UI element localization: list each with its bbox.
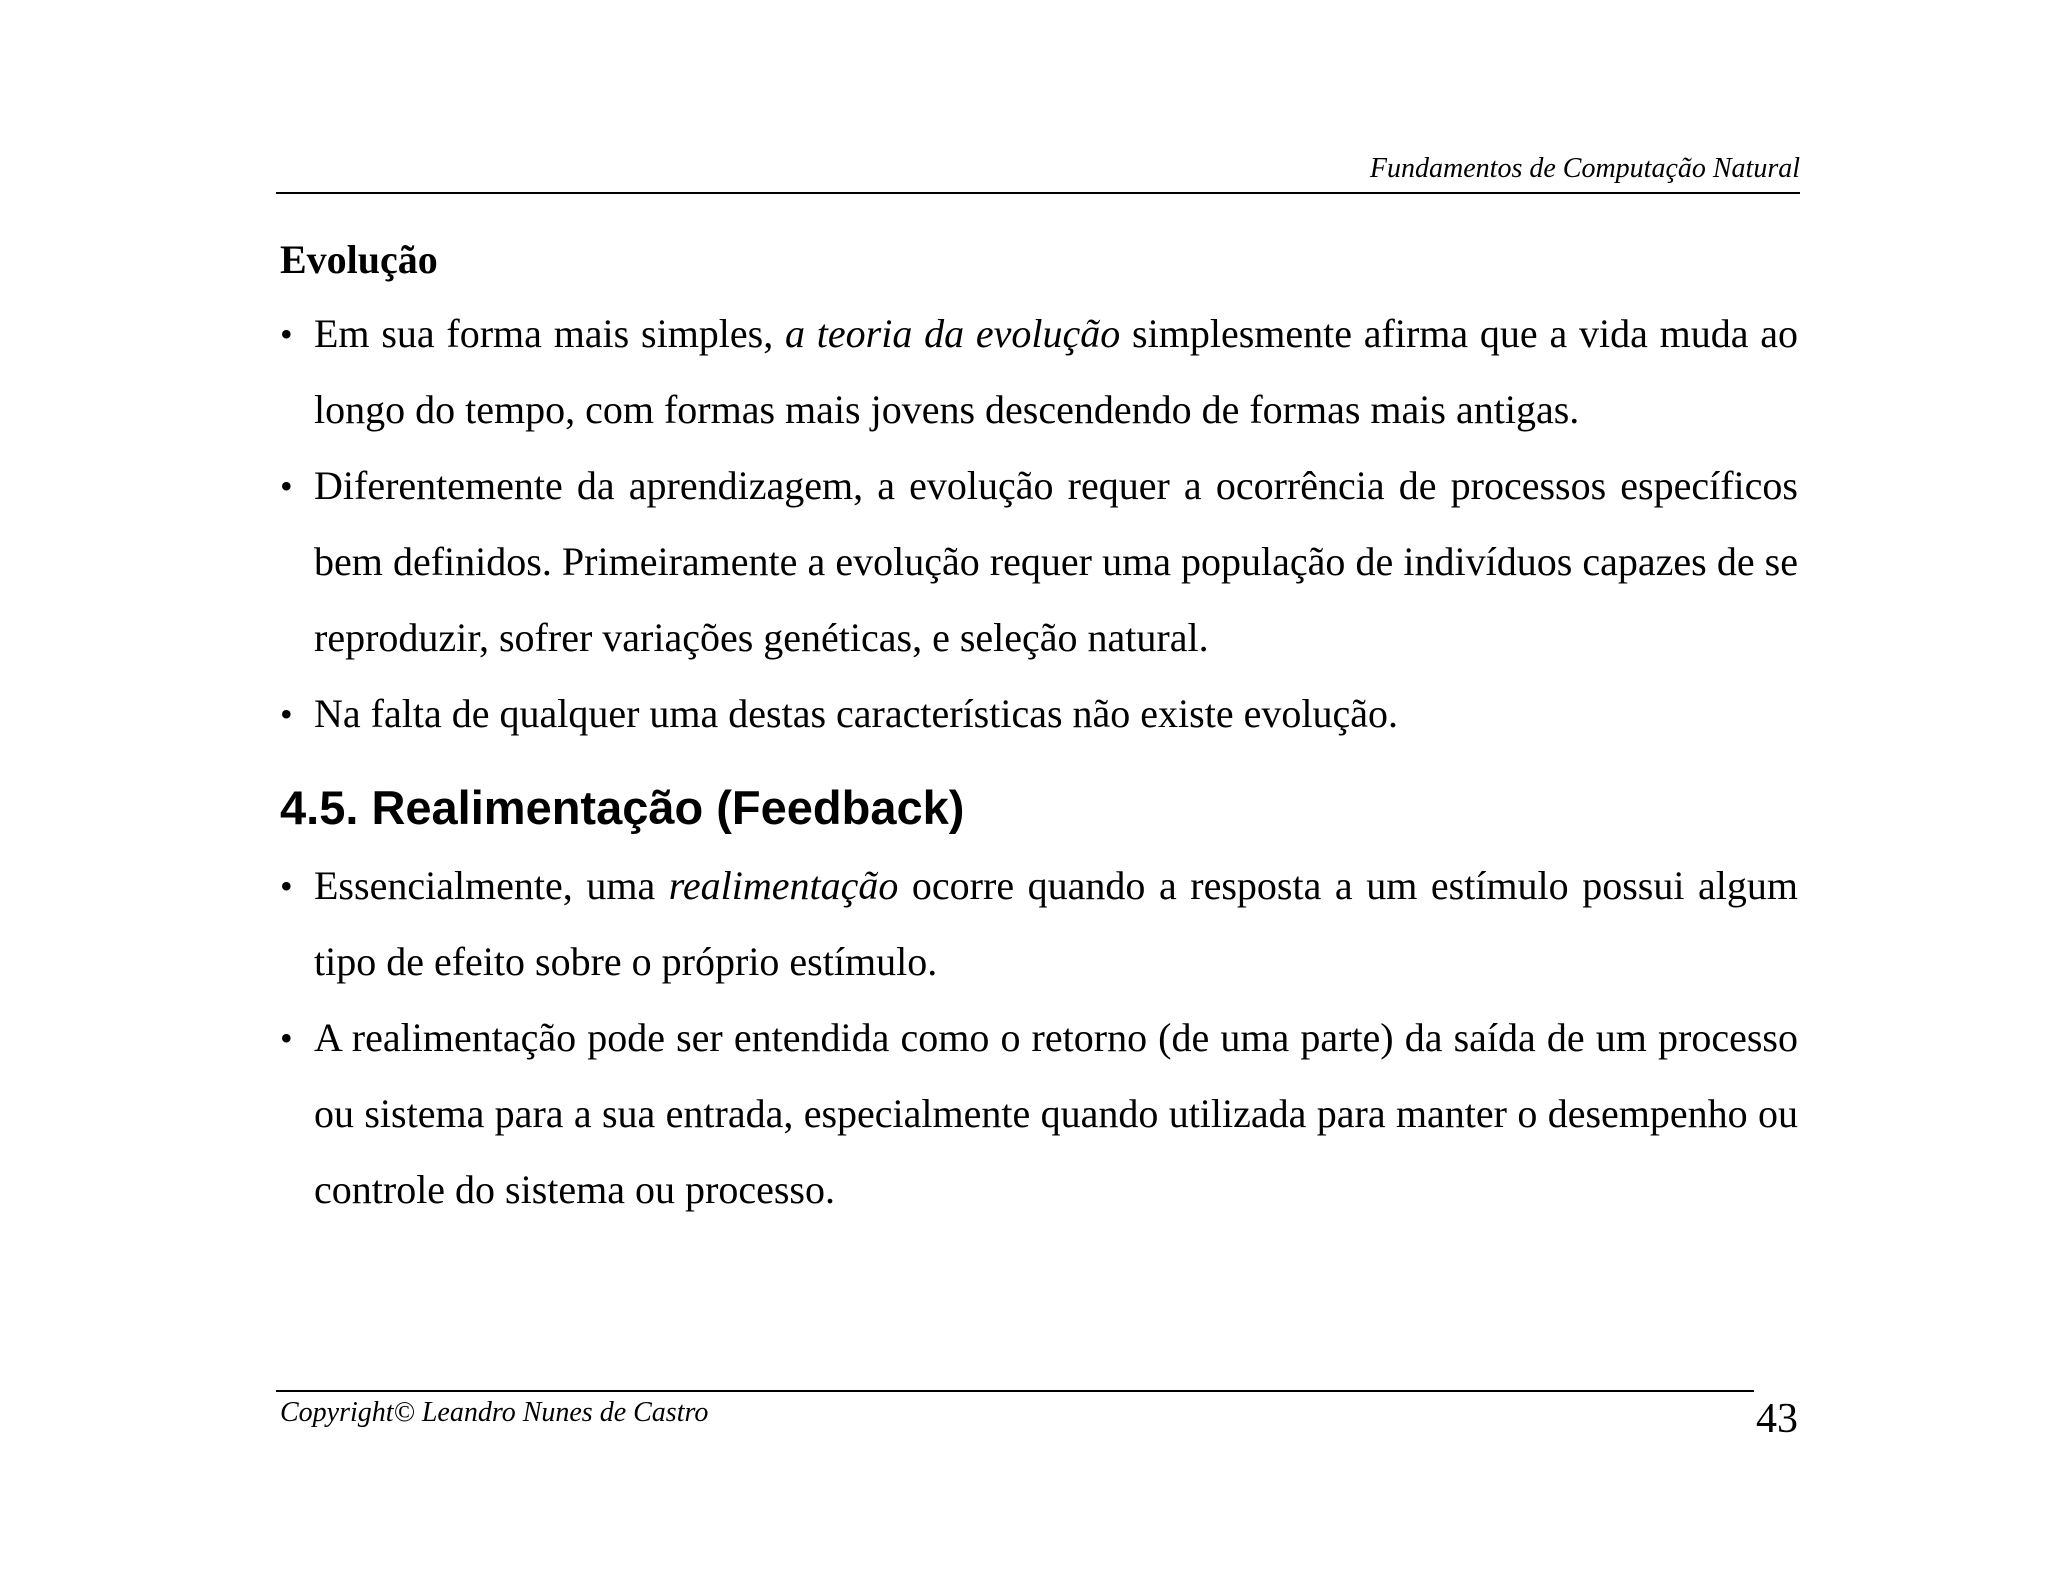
evolution-bullet-3 bbox=[280, 676, 1798, 752]
header-rule bbox=[276, 192, 1800, 194]
feedback-bullet-1 bbox=[280, 848, 1798, 1000]
bullet-text: A realimentação pode ser entendida como o retorno (de uma parte) da saída de um processo ou sistema para a sua entrada, especialmente quando utilizada para manter o desempenho ou controle do sistema ou processo. bbox=[314, 1015, 1798, 1212]
feedback-bullet-list bbox=[280, 848, 1798, 1228]
footer-rule bbox=[276, 1390, 1754, 1392]
bullet-icon: • bbox=[280, 314, 293, 354]
evolution-heading: Evolução bbox=[280, 237, 438, 282]
evolution-bullet-1 bbox=[280, 296, 1798, 448]
bullet-text-before: Essencialmente, uma bbox=[314, 863, 669, 908]
bullet-text: Na falta de qualquer uma destas características não existe evolução. bbox=[314, 691, 1398, 736]
bullet-text: Diferentemente da aprendizagem, a evolução requer a ocorrência de processos específicos bem definidos. Primeiramente a evolução requer uma população de indivíduos capazes de se reproduzir, sofrer variações genéticas, e seleção natural. bbox=[314, 463, 1798, 660]
bullet-icon: • bbox=[280, 1018, 293, 1058]
bullet-icon: • bbox=[280, 866, 293, 906]
copyright-notice: Copyright© Leandro Nunes de Castro bbox=[280, 1397, 709, 1428]
page-number: 43 bbox=[1756, 1396, 1798, 1442]
bullet-text-before: Em sua forma mais simples, bbox=[314, 311, 786, 356]
page-content bbox=[280, 236, 1798, 1228]
bullet-text-after: ocorre quando a resposta a um estímulo possui algum tipo de efeito sobre o próprio estímulo. bbox=[314, 863, 1798, 984]
running-header: Fundamentos de Computação Natural bbox=[1369, 153, 1800, 184]
bullet-emphasis: realimentação bbox=[668, 863, 899, 908]
bullet-text-after: simplesmente afirma que a vida muda ao longo do tempo, com formas mais jovens descendendo de formas mais antigas. bbox=[314, 311, 1799, 432]
section-title-feedback: 4.5. Realimentação (Feedback) bbox=[280, 781, 965, 834]
bullet-icon: • bbox=[280, 466, 293, 506]
bullet-emphasis: a teoria da evolução bbox=[785, 311, 1121, 356]
evolution-bullet-list bbox=[280, 296, 1798, 752]
feedback-bullet-2 bbox=[280, 1000, 1798, 1228]
bullet-icon: • bbox=[280, 694, 293, 734]
evolution-bullet-2 bbox=[280, 448, 1798, 676]
